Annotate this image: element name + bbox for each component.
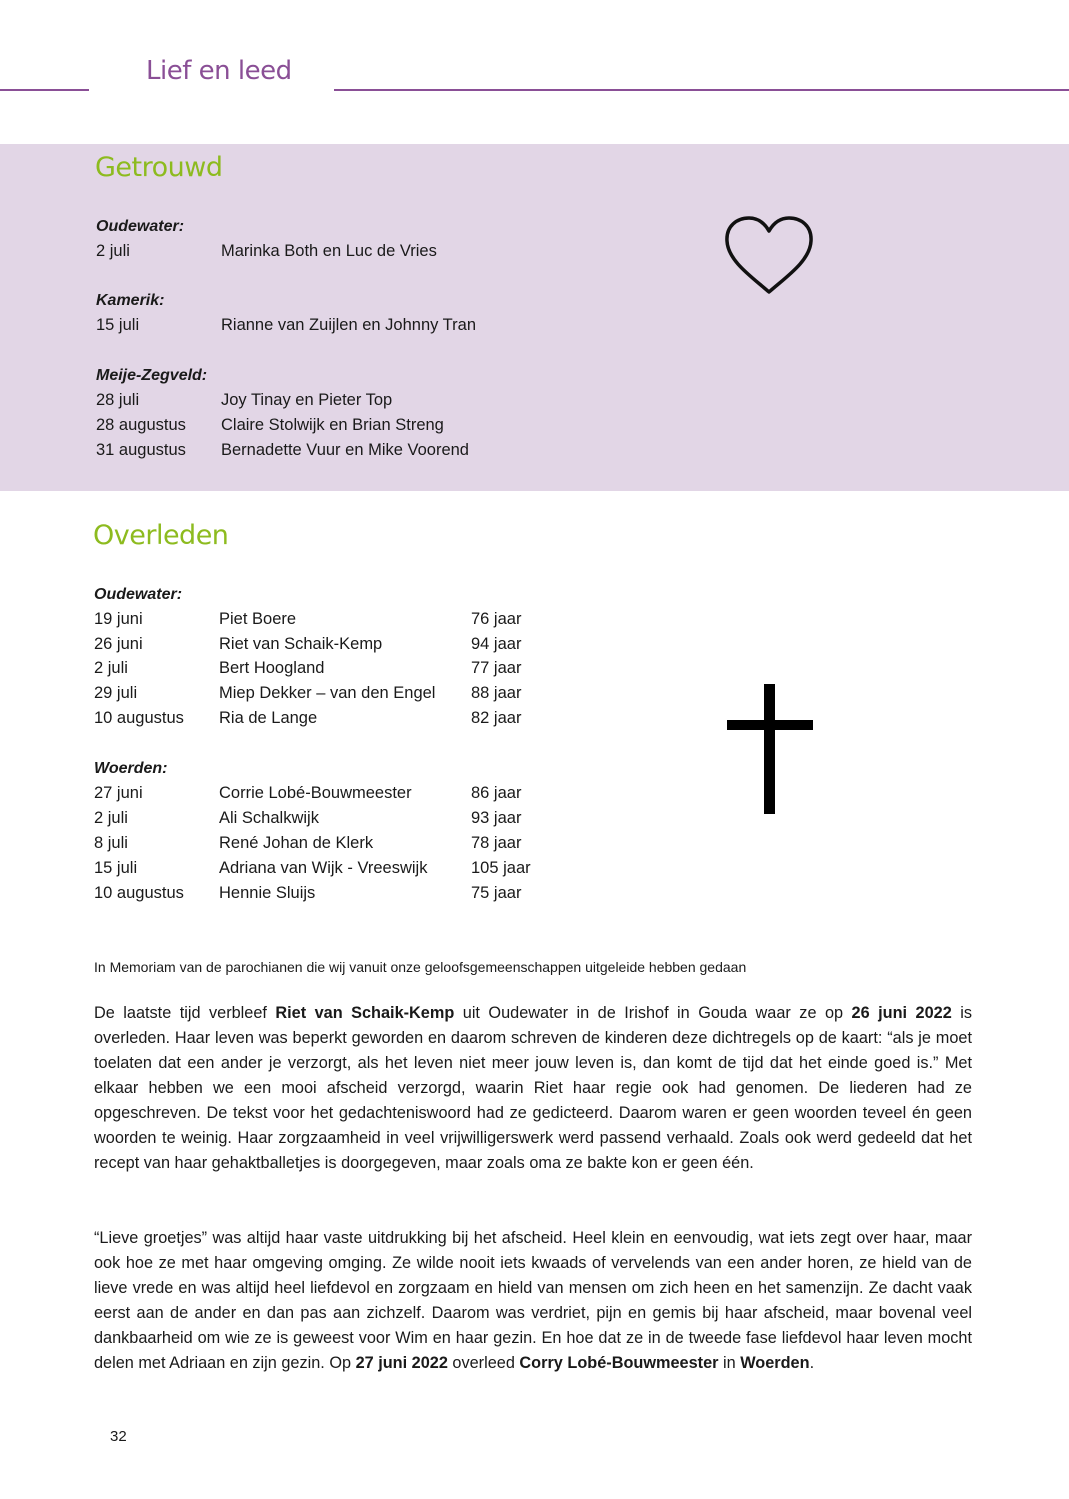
deceased-date: 29 juli bbox=[94, 684, 138, 702]
deceased-name: Ria de Lange bbox=[219, 709, 318, 727]
page-number: 32 bbox=[110, 1428, 127, 1445]
deceased-age: 105 jaar bbox=[471, 859, 531, 877]
paragraph-text: De laatste tijd verbleef bbox=[94, 1004, 276, 1022]
header-rule-left bbox=[0, 89, 89, 91]
deceased-place: Oudewater: bbox=[94, 586, 183, 603]
deceased-age: 78 jaar bbox=[471, 834, 522, 852]
deceased-date: 15 juli bbox=[94, 859, 138, 877]
memoriam-paragraph-2 bbox=[94, 1226, 972, 1376]
place-highlight: Woerden bbox=[740, 1354, 810, 1372]
married-date: 31 augustus bbox=[96, 441, 186, 459]
married-place: Oudewater: bbox=[96, 218, 185, 235]
paragraph-text: . bbox=[809, 1354, 815, 1372]
deceased-name-highlight: Corry Lobé-Bouwmeester bbox=[519, 1354, 719, 1372]
deceased-date: 10 augustus bbox=[94, 709, 184, 727]
married-names: Rianne van Zuijlen en Johnny Tran bbox=[221, 316, 476, 334]
paragraph-text: overleed bbox=[447, 1354, 520, 1372]
deceased-age: 86 jaar bbox=[471, 784, 522, 802]
deceased-age: 82 jaar bbox=[471, 709, 522, 727]
date-highlight: 27 juni 2022 bbox=[355, 1354, 448, 1372]
deceased-heading: Overleden bbox=[93, 520, 229, 551]
deceased-age: 77 jaar bbox=[471, 659, 522, 677]
deceased-date: 8 juli bbox=[94, 834, 128, 852]
married-place: Meije-Zegveld: bbox=[96, 367, 208, 384]
deceased-name: Adriana van Wijk - Vreeswijk bbox=[219, 859, 428, 877]
married-names: Bernadette Vuur en Mike Voorend bbox=[221, 441, 469, 459]
deceased-age: 94 jaar bbox=[471, 635, 522, 653]
paragraph-text: “Lieve groetjes” was altijd haar vaste uitdrukking bij het afscheid. Heel klein en eenvoudig, wat iets zegt over haar, maar ook hoe ze met haar omgeving omging. Ze wilde nooit iets kwaads of vervelends van een ander horen, ze hield van de lieve vrede en was altijd heel liefdevol en zorgzaam en hield van mensen om zich heen en het samenzijn. Ze dacht vaak eerst aan de ander en dan pas aan zichzelf. Daarom was verdriet, pijn en gemis bij haar afscheid, maar bovenal veel dankbaarheid om wie ze is geweest voor Wim en haar gezin. En hoe dat ze in de tweede fase liefdevol haar leven mocht delen met Adriaan en zijn gezin. Op bbox=[94, 1229, 972, 1372]
married-names: Joy Tinay en Pieter Top bbox=[221, 391, 393, 409]
deceased-name: Corrie Lobé-Bouwmeester bbox=[219, 784, 412, 802]
date-highlight: 26 juni 2022 bbox=[851, 1004, 952, 1022]
deceased-name: Ali Schalkwijk bbox=[219, 809, 319, 827]
deceased-date: 27 juni bbox=[94, 784, 143, 802]
paragraph-text: uit Oudewater in de Irishof in Gouda waar ze op bbox=[454, 1004, 852, 1022]
paragraph-text: in bbox=[718, 1354, 741, 1372]
married-section bbox=[0, 144, 1069, 491]
deceased-name: Piet Boere bbox=[219, 610, 297, 628]
header-rule-right bbox=[334, 89, 1069, 91]
deceased-date: 2 juli bbox=[94, 659, 128, 677]
married-names: Claire Stolwijk en Brian Streng bbox=[221, 416, 444, 434]
married-date: 28 augustus bbox=[96, 416, 186, 434]
cross-icon bbox=[724, 682, 816, 816]
married-date: 15 juli bbox=[96, 316, 140, 334]
deceased-date: 19 juni bbox=[94, 610, 143, 628]
deceased-age: 88 jaar bbox=[471, 684, 522, 702]
deceased-date: 26 juni bbox=[94, 635, 143, 653]
married-date: 2 juli bbox=[96, 242, 130, 260]
deceased-date: 10 augustus bbox=[94, 884, 184, 902]
deceased-name: Riet van Schaik-Kemp bbox=[219, 635, 383, 653]
deceased-name: Hennie Sluijs bbox=[219, 884, 316, 902]
deceased-name: Bert Hoogland bbox=[219, 659, 325, 677]
deceased-date: 2 juli bbox=[94, 809, 128, 827]
memoriam-intro: In Memoriam van de parochianen die wij vanuit onze geloofsgemeenschappen uitgeleide hebben gedaan bbox=[94, 959, 747, 975]
deceased-age: 93 jaar bbox=[471, 809, 522, 827]
married-names: Marinka Both en Luc de Vries bbox=[221, 242, 437, 260]
section-title: Lief en leed bbox=[146, 56, 292, 86]
deceased-age: 76 jaar bbox=[471, 610, 522, 628]
married-heading: Getrouwd bbox=[95, 152, 223, 183]
deceased-place: Woerden: bbox=[94, 760, 168, 777]
deceased-age: 75 jaar bbox=[471, 884, 522, 902]
paragraph-text: is overleden. Haar leven was beperkt geworden en daarom schreven de kinderen deze dichtregels op de kaart: “als je moet toelaten dat een ander je verzorgt, als het leven niet meer jouw leven is, dan komt de tijd dat het einde goed is.” Met elkaar hebben we een mooi afscheid verzorgd, waarin Riet haar regie ook had genomen. De liederen had ze opgeschreven. De tekst voor het gedachteniswoord had ze gedicteerd. Daarom waren er geen woorden teveel én geen woorden te weinig. Haar zorgzaamheid in veel vrijwilligerswerk werd passend verhaald. Zoals ook werd gedeeld dat het recept van haar gehaktballetjes is doorgegeven, maar zoals oma ze bakte kon er geen één. bbox=[94, 1004, 972, 1172]
married-date: 28 juli bbox=[96, 391, 140, 409]
deceased-name: René Johan de Klerk bbox=[219, 834, 374, 852]
memoriam-paragraph-1 bbox=[94, 1001, 972, 1176]
deceased-name-highlight: Riet van Schaik-Kemp bbox=[275, 1004, 455, 1022]
heart-icon bbox=[722, 214, 816, 298]
married-place: Kamerik: bbox=[96, 292, 165, 309]
deceased-name: Miep Dekker – van den Engel bbox=[219, 684, 436, 702]
